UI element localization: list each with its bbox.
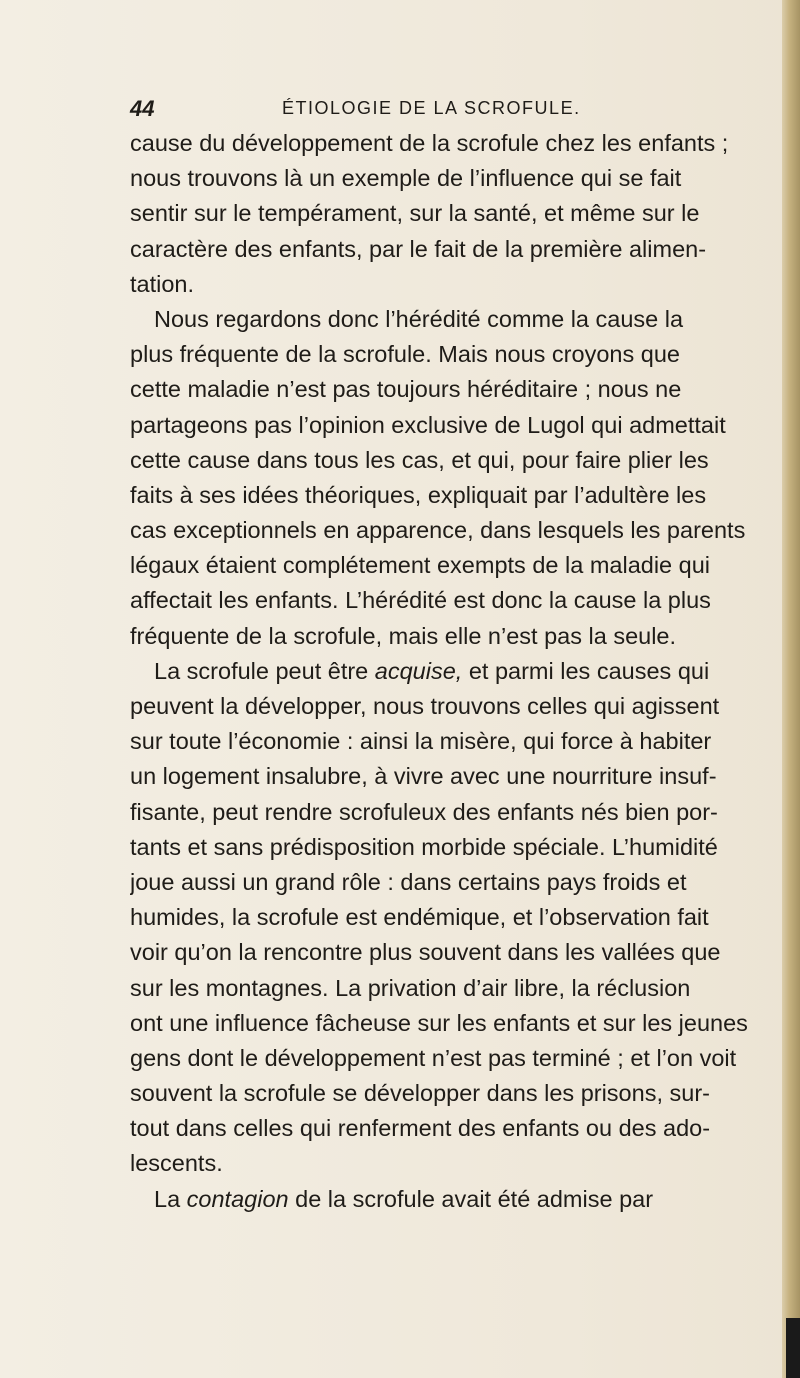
text-line: tants et sans prédisposition morbide spéciale. L’humidité — [130, 833, 718, 860]
text-line: sur toute l’économie : ainsi la misère, qui force à habiter — [130, 728, 712, 755]
text-line: caractère des enfants, par le fait de la première alimen- — [130, 235, 707, 262]
text-line: cette maladie n’est pas toujours héréditaire ; nous ne — [130, 376, 682, 403]
text-line: un logement insalubre, à vivre avec une nourriture insuf- — [130, 763, 717, 790]
body-text — [130, 126, 770, 1217]
text-line: affectait les enfants. L’hérédité est donc la cause la plus — [130, 587, 711, 614]
text-line: souvent la scrofule se développer dans les prisons, sur- — [130, 1080, 710, 1107]
line-text: de la scrofule avait été admise par — [288, 1185, 654, 1212]
line-text: La scrofule peut être — [154, 657, 375, 684]
page-header — [130, 96, 770, 124]
text-line: légaux étaient complétement exempts de la maladie qui — [130, 552, 711, 579]
paragraph-start-line — [130, 1182, 770, 1217]
text-line: sentir sur le tempérament, sur la santé, et même sur le — [130, 200, 700, 227]
text-line: peuvent la développer, nous trouvons celles qui agissent — [130, 693, 720, 719]
page-number: 44 — [130, 96, 155, 121]
text-line: plus fréquente de la scrofule. Mais nous croyons que — [130, 341, 680, 368]
page-edge-shadow — [786, 1318, 800, 1378]
text-line: faits à ses idées théoriques, expliquait par l’adultère les — [130, 481, 707, 508]
paragraph-start-line: Nous regardons donc l’hérédité comme la cause la — [154, 305, 684, 332]
text-line: voir qu’on la rencontre plus souvent dans les vallées que — [130, 939, 721, 966]
text-line: sur les montagnes. La privation d’air libre, la réclusion — [130, 974, 691, 1001]
line-text: et parmi les causes qui — [462, 657, 710, 684]
text-line: tout dans celles qui renferment des enfants ou des ado- — [130, 1115, 711, 1142]
text-line: cette cause dans tous les cas, et qui, pour faire plier les — [130, 446, 709, 473]
text-line: nous trouvons là un exemple de l’influence qui se fait — [130, 165, 682, 192]
text-line: tation. — [130, 270, 195, 297]
text-line: fisante, peut rendre scrofuleux des enfants nés bien por- — [130, 798, 718, 825]
text-line: humides, la scrofule est endémique, et l’observation fait — [130, 904, 709, 931]
text-line: gens dont le développement n’est pas terminé ; et l’on voit — [130, 1044, 737, 1071]
paragraph-start-line — [130, 654, 770, 689]
line-text: La — [154, 1185, 187, 1212]
text-line: lescents. — [130, 1150, 223, 1177]
italic-term: acquise, — [374, 657, 463, 684]
text-line: fréquente de la scrofule, mais elle n’est pas la seule. — [130, 622, 677, 649]
italic-term: contagion — [186, 1185, 289, 1212]
text-line: ont une influence fâcheuse sur les enfants et sur les jeunes — [130, 1009, 748, 1036]
text-line: cause du développement de la scrofule chez les enfants ; — [130, 130, 729, 156]
running-title: ÉTIOLOGIE DE LA SCROFULE. — [282, 98, 581, 118]
text-line: cas exceptionnels en apparence, dans lesquels les parents — [130, 517, 746, 544]
text-line: partageons pas l’opinion exclusive de Lugol qui admettait — [130, 411, 726, 438]
page-edge — [782, 0, 800, 1378]
text-line: joue aussi un grand rôle : dans certains pays froids et — [130, 868, 687, 895]
